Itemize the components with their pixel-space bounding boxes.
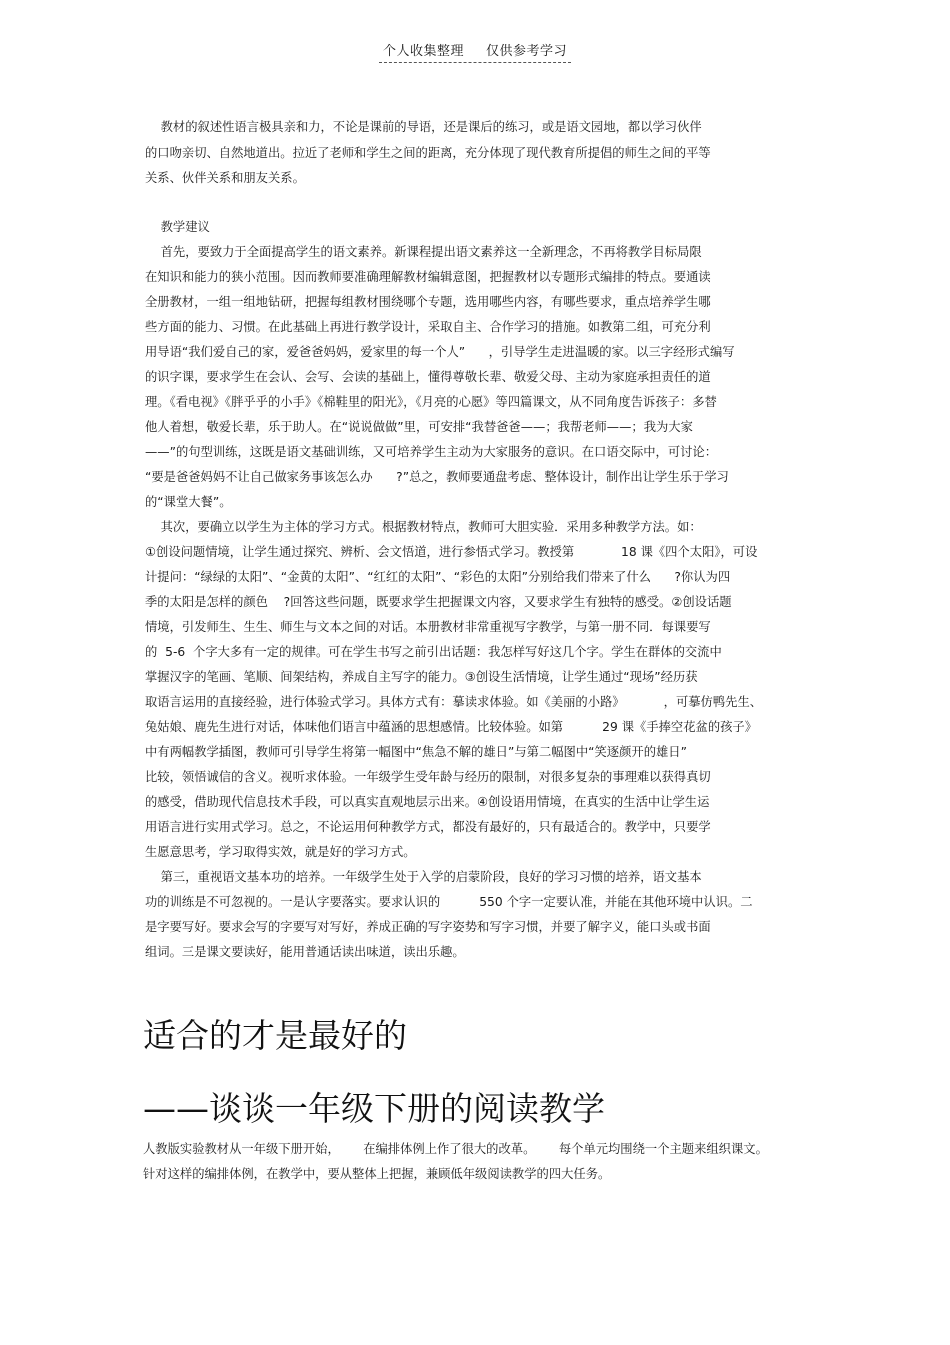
paragraph-line: 中有两幅教学插图，教师可引导学生将第一幅图中“焦急不解的雄日”与第二幅图中“笑逐颜开的雄日”	[145, 745, 687, 759]
paragraph-line: 些方面的能力、习惯。在此基础上再进行教学设计，采取自主、合作学习的措施。如教第二组，可充分利	[145, 320, 711, 334]
header-left-text: 个人收集整理	[382, 44, 464, 59]
article-title: 适合的才是最好的	[143, 1016, 407, 1055]
header-right-text: 仅供参考学习	[486, 44, 568, 59]
paragraph-line: 其次，要确立以学生为主体的学习方式。根据教材特点，教师可大胆实验．采用多种教学方法。如：	[145, 520, 702, 534]
paragraph-line: 是字要写好。要求会写的字要写对写好，养成正确的写字姿势和写字习惯，并要了解字义，能口头或书面	[145, 920, 711, 934]
paragraph-line: 情境，引发师生、生生、师生与文本之间的对话。本册教材非常重视写字教学，与第一册不同．每课要写	[145, 620, 711, 634]
paragraph-line: “要是爸爸妈妈不让自己做家务事该怎么办 ?”总之，教师要通盘考虑、整体设计，制作出让学生乐于学习	[145, 470, 729, 484]
paragraph-line: 首先，要致力于全面提高学生的语文素养。新课程提出语文素养这一全新理念，不再将教学目标局限	[145, 245, 702, 259]
intro-line: 人教版实验教材从一年级下册开始， 在编排体例上作了很大的改革。 每个单元均围绕一个主题来组织课文。	[143, 1142, 768, 1156]
paragraph-line: 关系、伙伴关系和朋友关系。	[145, 171, 305, 185]
section-heading: 教学建议	[145, 220, 210, 234]
paragraph-line: 用语言进行实用式学习。总之，不论运用何种教学方式，都没有最好的，只有最适合的。教学中，只要学	[145, 820, 711, 834]
paragraph-line: 兔姑娘、鹿先生进行对话，体味他们语言中蕴涵的思想感情。比较体验。如第 29 课《手捧空花盆的孩子》	[145, 720, 758, 734]
paragraph-line: ①创设问题情境，让学生通过探究、辨析、会文悟道，进行参悟式学习。教授第 18 课《四个太阳》，可设	[145, 545, 758, 559]
paragraph-line: 在知识和能力的狭小范围。因而教师要准确理解教材编辑意图，把握教材以专题形式编排的特点。要通读	[145, 270, 711, 284]
paragraph-line: 教材的叙述性语言极具亲和力，不论是课前的导语，还是课后的练习，或是语文园地，都以学习伙伴	[145, 120, 702, 134]
paragraph-line: 理。《看电视》《胖乎乎的小手》《棉鞋里的阳光》，《月亮的心愿》等四篇课文，从不同角度告诉孩子：多替	[145, 395, 717, 409]
intro-line: 针对这样的编排体例，在教学中，要从整体上把握，兼顾低年级阅读教学的四大任务。	[143, 1167, 611, 1181]
paragraph-line: 全册教材，一组一组地钻研，把握每组教材围绕哪个专题，选用哪些内容，有哪些要求，重点培养学生哪	[145, 295, 711, 309]
paragraph-line: 第三，重视语文基本功的培养。一年级学生处于入学的启蒙阶段，良好的学习习惯的培养，语文基本	[145, 870, 702, 884]
paragraph-line: 功的训练是不可忽视的。一是认字要落实。要求认识的 550 个字一定要认准，并能在其他环境中认识。二	[145, 895, 753, 909]
paragraph-line: 的“课堂大餐”。	[145, 495, 232, 509]
paragraph-line: 季的太阳是怎样的颜色 ?回答这些问题，既要求学生把握课文内容，又要求学生有独特的感受。②创设话题	[145, 595, 732, 609]
paragraph-line: 计提问：“绿绿的太阳”、“金黄的太阳”、“红红的太阳”、“彩色的太阳”分别给我们带来了什么 ?你认为四	[145, 570, 731, 584]
paragraph-line: 他人着想，敬爱长辈，乐于助人。在“说说做做”里，可安排“我替爸爸——；我帮老师——；我为大家	[145, 420, 693, 434]
paragraph-line: 的识字课，要求学生在会认、会写、会读的基础上，懂得尊敬长辈、敬爱父母、主动为家庭承担责任的道	[145, 370, 711, 384]
paragraph-line: 生愿意思考，学习取得实效，就是好的学习方式。	[145, 845, 416, 859]
article-subtitle: ——谈谈一年级下册的阅读教学	[143, 1089, 605, 1128]
paragraph-line: 的感受，借助现代信息技术手段，可以真实直观地层示出来。④创设语用情境，在真实的生活中让学生运	[145, 795, 710, 809]
paragraph-line: 用导语“我们爱自己的家，爱爸爸妈妈，爱家里的每一个人” ，引导学生走进温暖的家。以三字经形式编写	[145, 345, 735, 359]
paragraph-line: 掌握汉字的笔画、笔顺、间架结构，养成自主写字的能力。③创设生活情境，让学生通过“现场”经历获	[145, 670, 698, 684]
paragraph-line: 组词。三是课文要读好，能用普通话读出味道，读出乐趣。	[145, 945, 465, 959]
paragraph-line: 的口吻亲切、自然地道出。拉近了老师和学生之间的距离，充分体现了现代教育所提倡的师生之间的平等	[145, 146, 711, 160]
paragraph-line: 取语言运用的直接经验，进行体验式学习。具体方式有：摹读求体验。如《美丽的小路》 ，可摹仿鸭先生、	[145, 695, 763, 709]
paragraph-line: 比较，领悟诚信的含义。视听求体验。一年级学生受年龄与经历的限制，对很多复杂的事理难以获得真切	[145, 770, 711, 784]
header-underline	[379, 40, 571, 63]
page-header	[0, 40, 950, 63]
paragraph-line: ——”的句型训练，这既是语文基础训练，又可培养学生主动为大家服务的意识。在口语交际中，可讨论：	[145, 445, 718, 459]
paragraph-line: 的 5-6 个字大多有一定的规律。可在学生书写之前引出话题：我怎样写好这几个字。学生在群体的交流中	[145, 645, 722, 659]
